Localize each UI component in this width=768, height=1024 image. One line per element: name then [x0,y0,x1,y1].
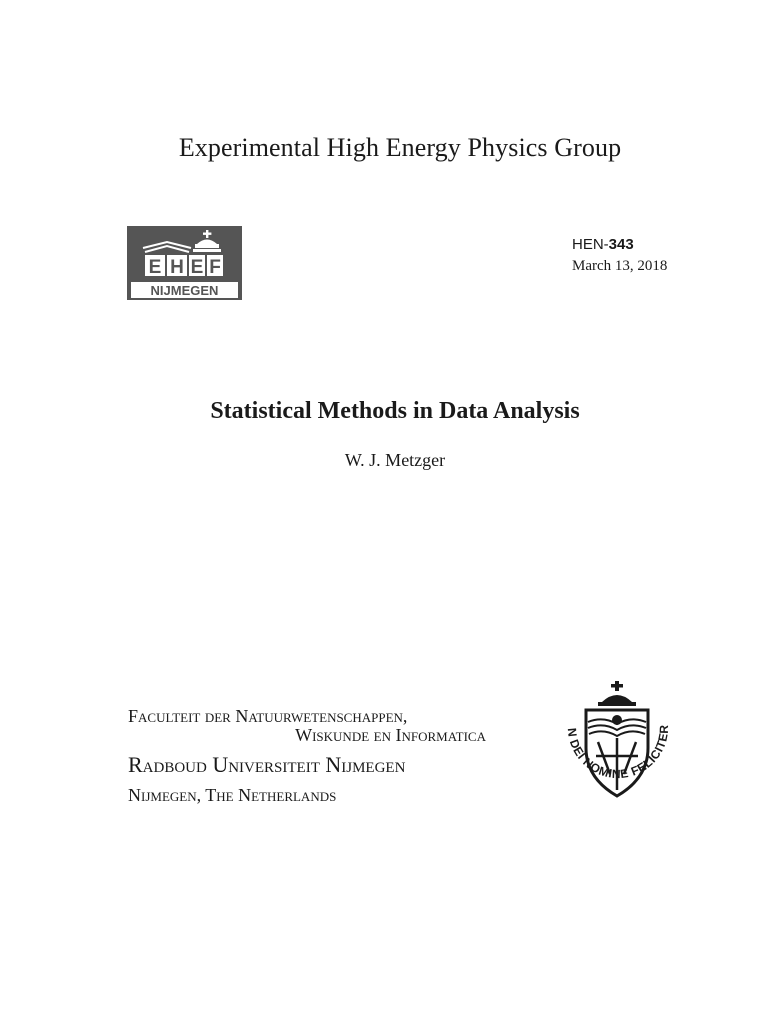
ehef-logo-icon [127,226,242,300]
logo-letter-e2: E [190,257,204,278]
university-name: Radboud Universiteit Nijmegen [128,752,406,777]
ehef-nijmegen-logo [127,226,242,300]
city-country: Nijmegen, The Netherlands [128,785,337,805]
university-seal [558,678,676,810]
group-heading: Experimental High Energy Physics Group [178,133,622,162]
faculty-line-2: Wiskunde en Informatica [295,725,486,745]
document-author: W. J. Metzger [344,450,446,470]
logo-banner-text: NIJMEGEN [150,283,219,298]
faculty-line-1: Faculteit der Natuurwetenschappen, [128,706,408,726]
report-number [572,236,634,253]
affiliation-block [128,707,486,805]
report-number-value: 343 [608,236,634,253]
logo-letter-h: H [170,257,184,278]
logo-letter-f: F [209,257,221,278]
seal-motto: N DEI NOMINE FELICITER [564,724,672,782]
logo-letter-e1: E [148,257,162,278]
report-number-prefix: HEN- [572,236,609,253]
document-title: Statistical Methods in Data Analysis [210,398,580,424]
report-date: March 13, 2018 [572,258,668,274]
shield-with-cross-seal-icon [558,678,676,810]
